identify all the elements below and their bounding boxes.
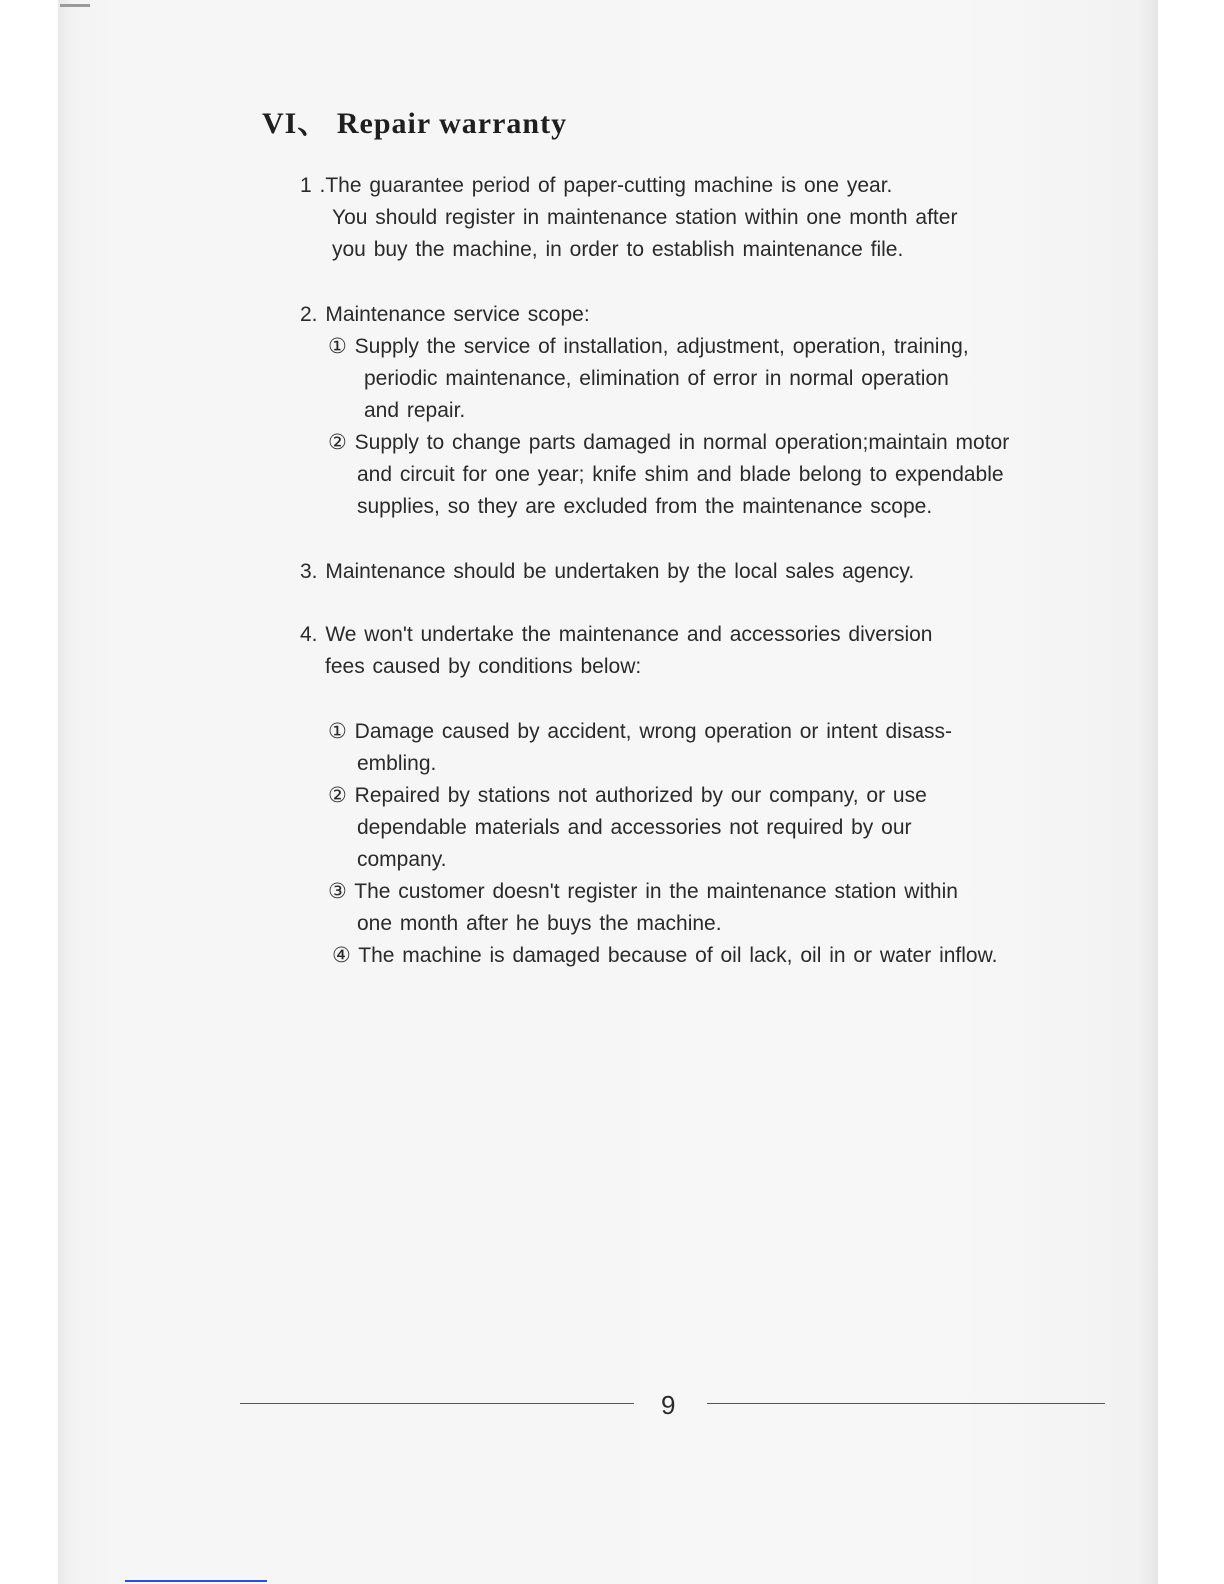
item-4-cond-2-line-1: ② Repaired by stations not authorized by our company, or use bbox=[328, 784, 927, 807]
item-2-line-1: 2. Maintenance service scope: bbox=[300, 303, 590, 326]
bottom-edge-mark bbox=[125, 1580, 267, 1582]
footer-rule-left bbox=[240, 1403, 634, 1404]
item-4-line-2: fees caused by conditions below: bbox=[325, 655, 642, 678]
item-4-cond-1-line-1: ① Damage caused by accident, wrong operation or intent disass- bbox=[328, 720, 952, 743]
page-number: 9 bbox=[661, 1390, 676, 1420]
item-3-line-1: 3. Maintenance should be undertaken by the local sales agency. bbox=[300, 560, 915, 583]
item-2-sub-1-line-3: and repair. bbox=[364, 399, 466, 422]
item-1-line-3: you buy the machine, in order to establish maintenance file. bbox=[332, 238, 904, 261]
section-title: VI、 Repair warranty bbox=[262, 107, 568, 140]
edge-mark bbox=[60, 4, 90, 7]
item-2-sub-1-line-2: periodic maintenance, elimination of error in normal operation bbox=[364, 367, 949, 390]
item-1-line-2: You should register in maintenance station within one month after bbox=[332, 206, 958, 229]
item-4-line-1: 4. We won't undertake the maintenance and accessories diversion bbox=[300, 623, 933, 646]
item-4-cond-2-line-2: dependable materials and accessories not required by our bbox=[357, 816, 912, 839]
item-4-cond-3-line-1: ③ The customer doesn't register in the maintenance station within bbox=[328, 880, 958, 903]
item-2-sub-2-line-1: ② Supply to change parts damaged in normal operation;maintain motor bbox=[328, 431, 1010, 454]
item-2-sub-2-line-2: and circuit for one year; knife shim and blade belong to expendable bbox=[357, 463, 1004, 486]
item-4-cond-3-line-2: one month after he buys the machine. bbox=[357, 912, 722, 935]
item-2-sub-1-line-1: ① Supply the service of installation, adjustment, operation, training, bbox=[328, 335, 969, 358]
item-4-cond-2-line-3: company. bbox=[357, 848, 447, 871]
footer-rule-right bbox=[707, 1403, 1105, 1404]
item-2-sub-2-line-3: supplies, so they are excluded from the maintenance scope. bbox=[357, 495, 933, 518]
item-4-cond-1-line-2: embling. bbox=[357, 752, 437, 775]
item-4-cond-4-line-1: ④ The machine is damaged because of oil lack, oil in or water inflow. bbox=[332, 944, 998, 967]
item-1-line-1: 1 .The guarantee period of paper-cutting machine is one year. bbox=[300, 174, 893, 197]
